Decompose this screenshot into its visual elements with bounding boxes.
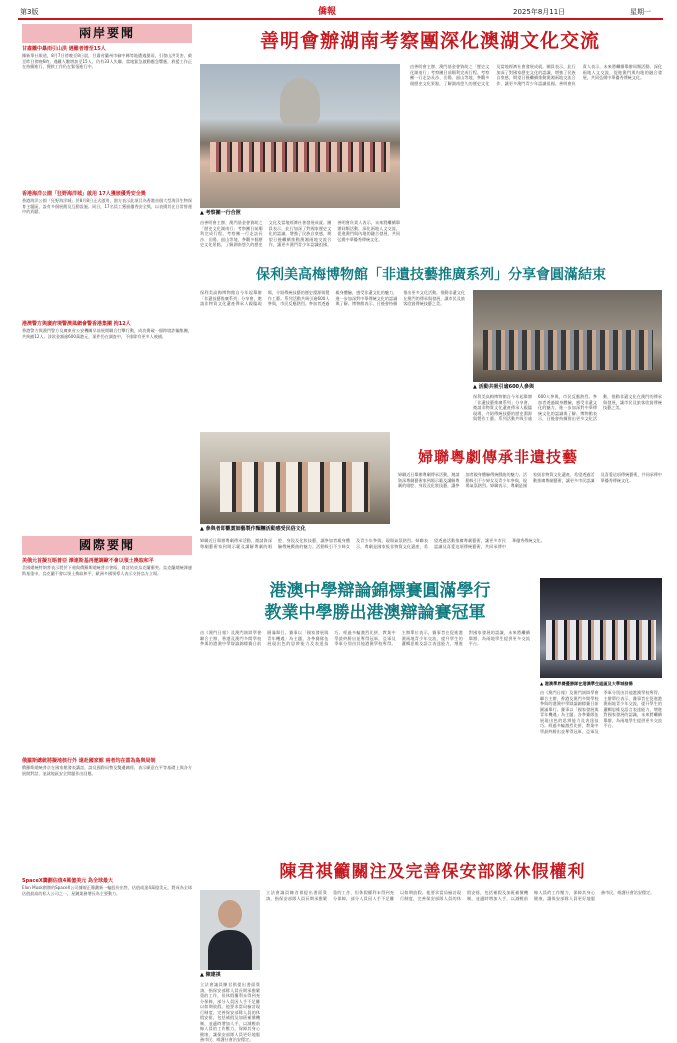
- face-shape: [218, 900, 242, 928]
- suit-shape: [208, 930, 252, 970]
- caption-text: 港澳學界賽優勝隊在港澳學生組區及大學城發揚: [544, 681, 633, 686]
- left-news-column: [22, 24, 192, 1004]
- international-news: [22, 558, 192, 985]
- caption-text: 考察團一行合照: [205, 210, 241, 216]
- section-header-international: 國際要聞: [22, 536, 192, 555]
- article3-text: 婦聯近日舉辦粵劇傳承活動，邀請資深粵劇藝術家到場示範及講解粵劇的唱腔、身段及化妝技藝，讓參加者親身體驗傳統戲曲的魅力。活動吸引不少婦女及青少年參與，現場氣氛熱烈。婦聯表示，粵劇是國家級非物質文化遺產，希望透過活動推廣粵劇藝術，讓更多市民認識及喜愛這項傳統藝術，共同承傳中華優秀傳統文化。: [398, 472, 662, 488]
- issue-date: 2025年8月11日: [513, 8, 566, 16]
- paper-name: 僑報: [318, 7, 337, 17]
- article1-body: [200, 220, 400, 260]
- section-header-cross-strait: 兩岸要聞: [22, 24, 192, 43]
- article3-body-left: [200, 538, 662, 578]
- article5-body: [266, 890, 662, 1010]
- article4-body: [200, 630, 530, 855]
- article3-text-cont: 婦聯近日舉辦粵劇傳承活動，邀請資深粵劇藝術家到場示範及講解粵劇的唱腔、身段及化妝技藝，讓參加者親身體驗傳統戲曲的魅力。活動吸引不少婦女及青少年參與，現場氣氛熱烈。婦聯表示，粵劇是國家級非物質文化遺產，希望透過活動推廣粵劇藝術，讓更多市民認識及喜愛這項傳統藝術，共同承傳中華優秀傳統文化。: [200, 538, 545, 549]
- article4-title-2: 教業中學勝出港澳辯論賽冠軍: [264, 603, 486, 623]
- news-body: 俄羅斯總統普京在國家館發表講話，談及國際局勢及雙邊關係，表示願意在平等基礎上與各方展開對話，並就地區安全問題作出回應。: [22, 765, 192, 776]
- article4-body-right: [540, 690, 662, 855]
- news-headline: 俄羅斯總統將擬地核行外 遠赴國家館 兩者均在當為島與局制: [22, 758, 156, 764]
- group-photo: [200, 64, 400, 208]
- article5-text-cont: 立法會議員陳君祺提出書面質詢，指保安部隊人員長期承擔繁重的工作，但休假權利未得到充分保障，部分人員因人手不足難以如期放假。他要求當局檢討現行制度，完善保安部隊人員的休假安排，包括補假及加班補償機制，並適時增加人手，以減輕前線人員的工作壓力，保障其身心健康，讓保安部隊人員更好地服務市民，維護社會治安穩定。: [200, 982, 260, 1042]
- article4-title-1: 港澳中學辯論錦標賽圓滿學行: [269, 581, 491, 601]
- news-headline: 美俄元首擬互晤普亞 澤連斯基再邀調歐不會以領土換取和平: [22, 558, 154, 564]
- news-body: 美國總統特朗普表示將於下週與俄羅斯總統普京會晤，商討結束烏克蘭衝突。烏克蘭總統澤連斯基重申，烏克蘭不會以領土換取和平，歐洲多國領導人表示支持烏方立場。: [22, 565, 192, 576]
- article1-body-right: [410, 64, 662, 260]
- news-headline: 甘肅隴中暴雨引山洪 遇難者增至15人: [22, 46, 106, 52]
- people-shape: [220, 462, 370, 512]
- article3-title: 婦聯粵劇傳承非遺技藝: [417, 448, 578, 466]
- group-people: [210, 142, 390, 172]
- article5-body-left: [200, 982, 260, 1042]
- news-body: Elon Musk創辦的SpaceX公司據報正籌劃新一輪股份出售，估值或達4萬億美元，將成為全球估值最高的私人公司之一，星鏈業務增長為主要動力。: [22, 885, 192, 896]
- portrait-photo: [200, 890, 260, 970]
- article1-title: 善明會辦湖南考察團深化澳湖文化交流: [259, 30, 600, 52]
- article5-title: 陳君祺籲關注及完善保安部隊休假權利: [279, 862, 586, 882]
- news-body: 香港警方與澳門警方及廣東省公安機關早前展開聯合打擊行動，成功搗破一個跨境詐騙集團，共拘捕12人。涉款金額逾600萬港元，案件仍在調查中，不排除有更多人被捕。: [22, 328, 192, 339]
- article2-title: 保利美高梅博物館「非遺技藝推廣系列」分享會圓滿結束: [256, 267, 606, 283]
- news-headline: 香港海洋公園「狂野海洋城」啟用 17人獲頒優秀安全獎: [22, 191, 146, 197]
- article2-text-cont: 保利美高梅博物館自今年起舉辦「非遺技藝推廣系列」分享會，邀請非物質文化遺產傳承人親臨現場，介紹傳統技藝的歷史淵源與製作工藝。系列活動共吸引逾600人參與，市民反應熱烈。參加者透過親身體驗，感受非遺文化的魅力，進一步加深對中華傳統文化的認識與了解。博物館表示，日後會持續推出更多文化活動，推動非遺文化在澳門的傳承與發展，讓市民及旅客欣賞傳統技藝之美。: [473, 394, 662, 421]
- cross-strait-news: [22, 46, 192, 516]
- article4-text: 由《澳門日報》及澳門演辯學會聯合主辦、香港及澳門多間學校參與的港澳中學辯論錦標賽日前圓滿舉行。賽事以「國家發展與青年機遇」為主題，各參賽隊伍展現出色的思辨能力及表達技巧。經過多輪激烈比拼，教業中學最終勝出並奪得冠軍，亞軍及季軍分別由其他港澳學校奪得。主辦單位表示，賽事旨在促進港澳兩地青少年交流，提升學生的邏輯思維及語言表達能力，增進對國家發展的認識，未來將繼續舉辦，為兩地學生提供更多交流平台。: [200, 630, 530, 646]
- museum-event-photo: [473, 290, 662, 382]
- article5-text: 立法會議員陳君祺提出書面質詢，指保安部隊人員長期承擔繁重的工作，但休假權利未得到充分保障，部分人員因人手不足難以如期放假。他要求當局檢討現行制度，完善保安部隊人員的休假安排，包括補假及加班補償機制，並適時增加人手，以減輕前線人員的工作壓力，保障其身心健康，讓保安部隊人員更好地服務市民，維護社會治安穩定。: [266, 890, 655, 901]
- team-shape: [546, 620, 656, 660]
- photo-caption: ▲ 港澳學界賽優勝隊在港澳學生組區及大學城發揚: [540, 681, 633, 686]
- photo-caption: ▲ 考察團一行合照: [200, 210, 241, 216]
- article3-body: [398, 472, 662, 532]
- news-headline: SpaceX籌劃估值4萬億美元 為全球最大: [22, 878, 113, 884]
- article2-text: 保利美高梅博物館自今年起舉辦「非遺技藝推廣系列」分享會，邀請非物質文化遺產傳承人親臨現場，介紹傳統技藝的歷史淵源與製作工藝。系列活動共吸引逾600人參與，市民反應熱烈。參加者透過親身體驗，感受非遺文化的魅力，進一步加深對中華傳統文化的認識與了解。博物館表示，日後會持續推出更多文化活動，推動非遺文化在澳門的傳承與發展，讓市民及旅客欣賞傳統技藝之美。: [200, 290, 465, 306]
- photo-caption: ▲ 陳建祺: [200, 972, 221, 978]
- debate-team-photo: [540, 578, 662, 678]
- caption-text: 參與者即觀賞師藝製作麵糰活動感受民俗文化: [205, 526, 306, 532]
- article4-text-cont: 由《澳門日報》及澳門演辯學會聯合主辦、香港及澳門多間學校參與的港澳中學辯論錦標賽日前圓滿舉行。賽事以「國家發展與青年機遇」為主題，各參賽隊伍展現出色的思辨能力及表達技巧。經過多輪激烈比拼，教業中學最終勝出並奪得冠軍，亞軍及季軍分別由其他港澳學校奪得。主辦單位表示，賽事旨在促進港澳兩地青少年交流，提升學生的邏輯思維及語言表達能力，增進對國家發展的認識，未來將繼續舉辦，為兩地學生提供更多交流平台。: [540, 690, 662, 734]
- statue-shape: [280, 78, 320, 124]
- caption-text: 活動共吸引逾600人參與: [478, 384, 535, 390]
- caption-text: 陳建祺: [205, 972, 221, 978]
- weekday: 星期一: [630, 8, 651, 16]
- article1-text: 由善明會主辦、澳門基金會資助之「歷史文化湖南行」考察團日前順利完成行程。考察團一行走訪長沙、岳陽、韶山等地，參觀多個歷史文化景點，了解湖南悠久的歷史文化及當地經濟社會發展成就。團員表示，此行加深了對國家歷史文化的認識，增強了民族自豪感，期望日後繼續推動澳湘兩地交流合作，讓更多澳門青少年認識祖國。善明會負責人表示，未來將繼續舉辦同類活動，深化兩地人文交流，促進澳門與內地的融合發展，共同弘揚中華優秀傳統文化。: [200, 220, 400, 247]
- news-body: 據新華社報道，8月7日傍晚至8日晨，甘肅省蘭州市榆中縣等地遭遇暴雨，引發山洪災害，截至昨日傍晚6時，遇難人數增加至15人，仍有33人失聯。當地緊急啟動應急響應，救援工作正在持續進行，搜救工作仍在緊張進行中。: [22, 53, 192, 69]
- news-headline: 港澳警方與廣府境警澳風網會警香港集團 拘12人: [22, 321, 131, 327]
- news-body: 香港海洋公園「狂野海洋城」於8月8日正式啟用，園方表示此項目為香港首個大型海洋生物保育主題區，設有多個展館及互動設施。同日，17名員工獲頒優秀安全獎，以表揚其在日常營運中的貢獻。: [22, 198, 192, 214]
- page-header: [18, 6, 663, 20]
- photo-caption: ▲ 參與者即觀賞師藝製作麵糰活動感受民俗文化: [200, 526, 306, 532]
- craft-activity-photo: [200, 432, 390, 524]
- audience-shape: [483, 330, 653, 370]
- article1-text-cont: 由善明會主辦、澳門基金會資助之「歷史文化湖南行」考察團日前順利完成行程。考察團一行走訪長沙、岳陽、韶山等地，參觀多個歷史文化景點，了解湖南悠久的歷史文化及當地經濟社會發展成就。團員表示，此行加深了對國家歷史文化的認識，增強了民族自豪感，期望日後繼續推動澳湘兩地交流合作，讓更多澳門青少年認識祖國。善明會負責人表示，未來將繼續舉辦同類活動，深化兩地人文交流，促進澳門與內地的融合發展，共同弘揚中華優秀傳統文化。: [410, 64, 662, 86]
- photo-caption: ▲ 活動共吸引逾600人參與: [473, 384, 535, 390]
- page-number: 第3版: [20, 8, 39, 16]
